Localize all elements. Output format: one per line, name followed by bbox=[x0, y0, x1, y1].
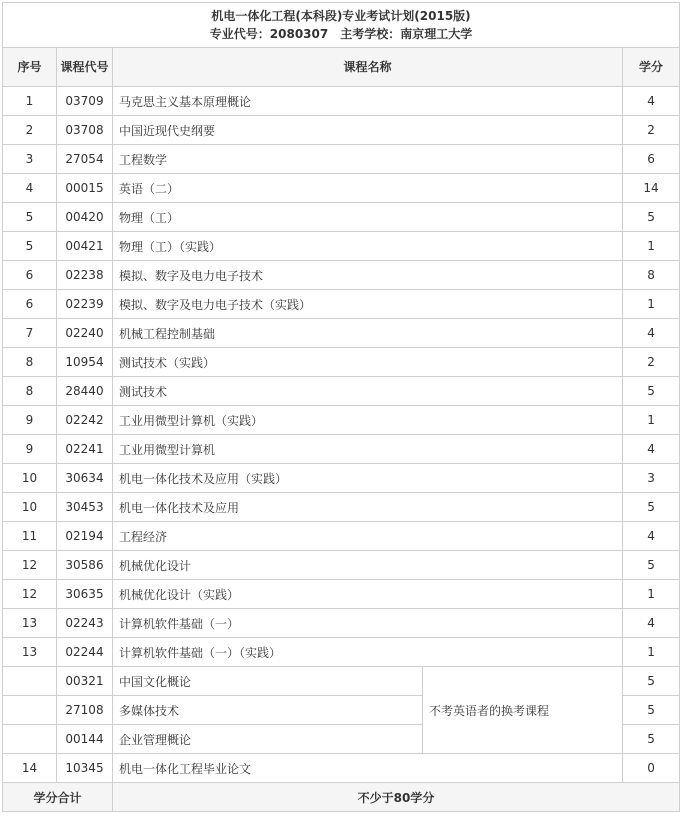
table-row bbox=[3, 174, 680, 203]
header-credit: 学分 bbox=[623, 48, 680, 87]
cell-course-code: 27108 bbox=[57, 696, 113, 725]
cell-credit: 5 bbox=[623, 377, 680, 406]
cell-course-name: 模拟、数字及电力电子技术 bbox=[113, 261, 623, 290]
cell-course-name: 企业管理概论 bbox=[113, 725, 423, 754]
cell-seq: 9 bbox=[3, 406, 57, 435]
cell-credit: 5 bbox=[623, 725, 680, 754]
cell-course-name: 工业用微型计算机（实践） bbox=[113, 406, 623, 435]
cell-course-code: 10954 bbox=[57, 348, 113, 377]
cell-course-name: 机电一体化工程毕业论文 bbox=[113, 754, 623, 783]
cell-course-code: 00421 bbox=[57, 232, 113, 261]
table-row bbox=[3, 551, 680, 580]
page bbox=[0, 2, 680, 824]
cell-course-code: 00321 bbox=[57, 667, 113, 696]
cell-course-name: 测试技术（实践） bbox=[113, 348, 623, 377]
cell-course-code: 02242 bbox=[57, 406, 113, 435]
cell-course-code: 02239 bbox=[57, 290, 113, 319]
cell-course-code: 02194 bbox=[57, 522, 113, 551]
table-row bbox=[3, 667, 680, 696]
cell-course-name: 物理（工）（实践） bbox=[113, 232, 623, 261]
cell-seq bbox=[3, 725, 57, 754]
table-row bbox=[3, 116, 680, 145]
cell-course-name: 机械优化设计（实践） bbox=[113, 580, 623, 609]
cell-course-name: 机电一体化技术及应用（实践） bbox=[113, 464, 623, 493]
cell-course-name: 计算机软件基础（一） bbox=[113, 609, 623, 638]
table-row bbox=[3, 522, 680, 551]
table-row bbox=[3, 638, 680, 667]
cell-course-code: 02238 bbox=[57, 261, 113, 290]
cell-course-name: 多媒体技术 bbox=[113, 696, 423, 725]
cell-course-name: 测试技术 bbox=[113, 377, 623, 406]
table-header-row bbox=[3, 48, 680, 87]
cell-course-code: 02244 bbox=[57, 638, 113, 667]
cell-seq: 13 bbox=[3, 609, 57, 638]
cell-course-name: 机械优化设计 bbox=[113, 551, 623, 580]
cell-course-code: 30586 bbox=[57, 551, 113, 580]
table-row bbox=[3, 406, 680, 435]
cell-credit: 14 bbox=[623, 174, 680, 203]
cell-seq: 6 bbox=[3, 261, 57, 290]
cell-course-code: 30634 bbox=[57, 464, 113, 493]
cell-course-code: 02243 bbox=[57, 609, 113, 638]
table-row bbox=[3, 261, 680, 290]
table-row bbox=[3, 609, 680, 638]
cell-seq: 14 bbox=[3, 754, 57, 783]
cell-course-name: 中国近现代史纲要 bbox=[113, 116, 623, 145]
cell-credit: 2 bbox=[623, 348, 680, 377]
table-row bbox=[3, 232, 680, 261]
cell-course-name: 中国文化概论 bbox=[113, 667, 423, 696]
cell-course-name: 物理（工） bbox=[113, 203, 623, 232]
cell-credit: 5 bbox=[623, 203, 680, 232]
cell-alt-group-note: 不考英语者的换考课程 bbox=[423, 667, 623, 754]
cell-seq: 10 bbox=[3, 464, 57, 493]
cell-course-code: 27054 bbox=[57, 145, 113, 174]
table-row bbox=[3, 435, 680, 464]
cell-seq: 6 bbox=[3, 290, 57, 319]
exam-plan-table bbox=[2, 2, 680, 812]
cell-course-name: 模拟、数字及电力电子技术（实践） bbox=[113, 290, 623, 319]
cell-credit: 1 bbox=[623, 232, 680, 261]
cell-credit: 5 bbox=[623, 493, 680, 522]
cell-course-name: 机械工程控制基础 bbox=[113, 319, 623, 348]
table-row bbox=[3, 319, 680, 348]
cell-course-code: 28440 bbox=[57, 377, 113, 406]
cell-course-code: 02240 bbox=[57, 319, 113, 348]
cell-course-code: 02241 bbox=[57, 435, 113, 464]
table-row bbox=[3, 377, 680, 406]
cell-course-name: 工程经济 bbox=[113, 522, 623, 551]
table-row bbox=[3, 348, 680, 377]
table-title-row bbox=[3, 3, 680, 48]
title-line-1: 机电一体化工程(本科段)专业考试计划(2015版) bbox=[211, 9, 471, 23]
cell-course-code: 03708 bbox=[57, 116, 113, 145]
cell-seq: 9 bbox=[3, 435, 57, 464]
title-line-2: 专业代号：2080307 主考学校：南京理工大学 bbox=[209, 27, 473, 41]
cell-course-code: 30453 bbox=[57, 493, 113, 522]
table-row bbox=[3, 87, 680, 116]
table-title bbox=[3, 3, 680, 48]
header-seq: 序号 bbox=[3, 48, 57, 87]
cell-credit: 1 bbox=[623, 580, 680, 609]
cell-seq: 8 bbox=[3, 377, 57, 406]
cell-course-code: 00015 bbox=[57, 174, 113, 203]
cell-credit: 1 bbox=[623, 638, 680, 667]
cell-seq: 7 bbox=[3, 319, 57, 348]
cell-course-code: 30635 bbox=[57, 580, 113, 609]
footer-total-credits: 不少于80学分 bbox=[113, 783, 680, 812]
table-row bbox=[3, 580, 680, 609]
cell-seq: 5 bbox=[3, 203, 57, 232]
cell-seq: 12 bbox=[3, 551, 57, 580]
cell-seq: 5 bbox=[3, 232, 57, 261]
cell-credit: 5 bbox=[623, 667, 680, 696]
table-row bbox=[3, 145, 680, 174]
cell-seq bbox=[3, 696, 57, 725]
cell-course-code: 03709 bbox=[57, 87, 113, 116]
cell-course-name: 英语（二） bbox=[113, 174, 623, 203]
cell-course-name: 计算机软件基础（一）（实践） bbox=[113, 638, 623, 667]
cell-seq: 4 bbox=[3, 174, 57, 203]
cell-credit: 4 bbox=[623, 435, 680, 464]
cell-seq: 2 bbox=[3, 116, 57, 145]
cell-course-name: 马克思主义基本原理概论 bbox=[113, 87, 623, 116]
cell-credit: 5 bbox=[623, 551, 680, 580]
cell-seq: 8 bbox=[3, 348, 57, 377]
cell-credit: 4 bbox=[623, 319, 680, 348]
table-row bbox=[3, 464, 680, 493]
table-row bbox=[3, 203, 680, 232]
cell-credit: 4 bbox=[623, 522, 680, 551]
cell-seq: 1 bbox=[3, 87, 57, 116]
cell-credit: 0 bbox=[623, 754, 680, 783]
table-row bbox=[3, 493, 680, 522]
table-row bbox=[3, 290, 680, 319]
cell-credit: 2 bbox=[623, 116, 680, 145]
header-name: 课程名称 bbox=[113, 48, 623, 87]
header-code: 课程代号 bbox=[57, 48, 113, 87]
cell-seq: 10 bbox=[3, 493, 57, 522]
table-footer-row bbox=[3, 783, 680, 812]
cell-course-name: 工业用微型计算机 bbox=[113, 435, 623, 464]
cell-credit: 3 bbox=[623, 464, 680, 493]
cell-seq bbox=[3, 667, 57, 696]
cell-credit: 6 bbox=[623, 145, 680, 174]
cell-course-name: 工程数学 bbox=[113, 145, 623, 174]
cell-seq: 13 bbox=[3, 638, 57, 667]
footer-label: 学分合计 bbox=[3, 783, 113, 812]
cell-credit: 5 bbox=[623, 696, 680, 725]
cell-seq: 11 bbox=[3, 522, 57, 551]
cell-course-code: 00420 bbox=[57, 203, 113, 232]
cell-course-code: 00144 bbox=[57, 725, 113, 754]
cell-credit: 4 bbox=[623, 609, 680, 638]
cell-seq: 3 bbox=[3, 145, 57, 174]
cell-course-name: 机电一体化技术及应用 bbox=[113, 493, 623, 522]
cell-credit: 1 bbox=[623, 406, 680, 435]
cell-credit: 8 bbox=[623, 261, 680, 290]
cell-seq: 12 bbox=[3, 580, 57, 609]
cell-credit: 1 bbox=[623, 290, 680, 319]
table-row bbox=[3, 754, 680, 783]
cell-course-code: 10345 bbox=[57, 754, 113, 783]
cell-credit: 4 bbox=[623, 87, 680, 116]
